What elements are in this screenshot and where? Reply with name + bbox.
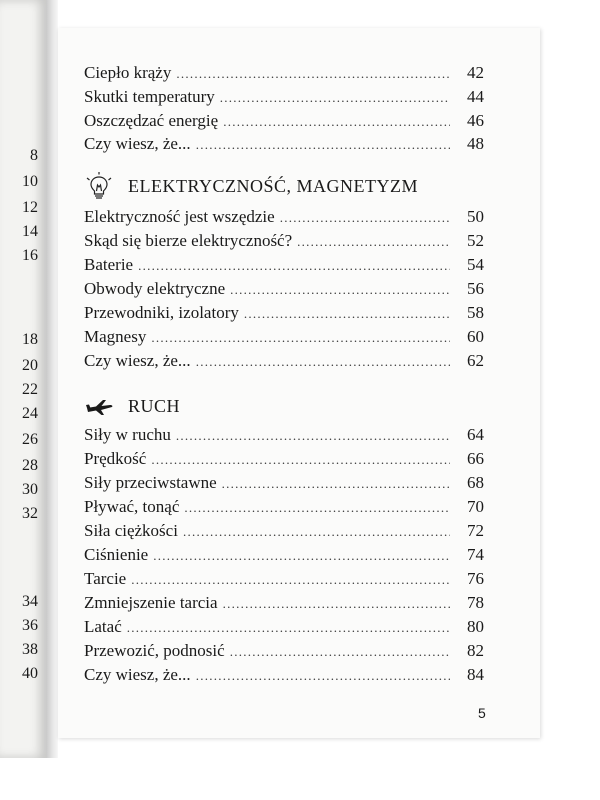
toc-entry-label: Obwody elektryczne [84, 279, 226, 298]
dot-leader [138, 255, 450, 277]
toc-entry [84, 568, 484, 590]
toc-entry [84, 206, 484, 228]
left-page-number: 34 [22, 593, 38, 610]
toc-entry-page: 70 [467, 497, 484, 516]
left-page-number: 10 [22, 173, 38, 190]
toc-entry-page: 76 [467, 569, 484, 588]
toc-entry [84, 616, 484, 638]
dot-leader [223, 593, 450, 615]
dot-leader [244, 303, 450, 325]
toc-entry-label: Skutki temperatury [84, 87, 215, 106]
toc-entry [84, 254, 484, 276]
toc-entry-label: Zmniejszenie tarcia [84, 593, 218, 612]
toc-entry [84, 62, 484, 84]
toc-entry-label: Przewodniki, izolatory [84, 303, 239, 322]
dot-leader [151, 327, 450, 349]
left-page-number: 40 [22, 665, 38, 682]
toc-entry-label: Przewozić, podnosić [84, 641, 225, 660]
toc-entry [84, 110, 484, 132]
left-page-number: 38 [22, 641, 38, 658]
toc-entry-label: Skąd się bierze elektryczność? [84, 231, 293, 250]
toc-entry-label: Czy wiesz, że... [84, 351, 191, 370]
toc-entry [84, 448, 484, 470]
toc-entry-page: 58 [467, 303, 484, 322]
dot-leader [230, 641, 450, 663]
dot-leader [220, 87, 450, 109]
book-gutter [46, 0, 58, 758]
toc-entry-label: Czy wiesz, że... [84, 134, 191, 153]
toc-entry [84, 302, 484, 324]
toc-entry-label: Ciśnienie [84, 545, 149, 564]
lightbulb-icon [84, 171, 114, 201]
toc-entry [84, 592, 484, 614]
dot-leader [151, 449, 450, 471]
dot-leader [280, 207, 450, 229]
toc-entry-page: 82 [467, 641, 484, 660]
toc-entry [84, 326, 484, 348]
toc-entry-label: Latać [84, 617, 122, 636]
toc-entry-page: 50 [467, 207, 484, 226]
dot-leader [153, 545, 450, 567]
dot-leader [230, 279, 450, 301]
toc-entry-label: Czy wiesz, że... [84, 665, 191, 684]
toc-entry-page: 46 [467, 111, 484, 130]
left-page-number: 8 [30, 147, 38, 164]
section-title: ELEKTRYCZNOŚĆ, MAGNETYZM [128, 175, 418, 196]
dot-leader [196, 351, 450, 373]
toc-entry-label: Siła ciężkości [84, 521, 178, 540]
dot-leader [223, 111, 450, 133]
dot-leader [196, 134, 450, 156]
toc-entry-label: Tarcie [84, 569, 127, 588]
toc-entry-label: Pływać, tonąć [84, 497, 180, 516]
dot-leader [196, 665, 450, 687]
left-page-number: 36 [22, 617, 38, 634]
toc-entry-label: Siły przeciwstawne [84, 473, 217, 492]
toc-entry [84, 230, 484, 252]
toc-entry-label: Elektryczność jest wszędzie [84, 207, 275, 226]
toc-entry-label: Baterie [84, 255, 134, 274]
dot-leader [127, 617, 450, 639]
toc-entry-label: Magnesy [84, 327, 147, 346]
toc-entry-label: Oszczędzać energię [84, 111, 219, 130]
left-page-number: 18 [22, 331, 38, 348]
toc-entry-label: Ciepło krąży [84, 63, 172, 82]
section-header-motion [84, 392, 180, 420]
toc-entry-page: 80 [467, 617, 484, 636]
toc-entry-page: 56 [467, 279, 484, 298]
toc-entry-page: 48 [467, 134, 484, 153]
section-title: RUCH [128, 395, 181, 416]
toc-entry [84, 544, 484, 566]
toc-entry-label: Prędkość [84, 449, 147, 468]
toc-entry [84, 496, 484, 518]
jet-plane-icon [84, 391, 114, 421]
left-page-number: 12 [22, 199, 38, 216]
section-header-electricity [84, 172, 418, 200]
toc-entry-page: 78 [467, 593, 484, 612]
toc-entry-label: Siły w ruchu [84, 425, 171, 444]
left-page-number: 14 [22, 223, 38, 240]
toc-entry [84, 664, 484, 686]
left-page-number: 32 [22, 505, 38, 522]
dot-leader [183, 521, 450, 543]
dot-leader [131, 569, 450, 591]
toc-entry-page: 72 [467, 521, 484, 540]
toc-entry-page: 66 [467, 449, 484, 468]
toc-entry [84, 640, 484, 662]
left-page-number: 30 [22, 481, 38, 498]
toc-entry-page: 60 [467, 327, 484, 346]
toc-entry-page: 42 [467, 63, 484, 82]
dot-leader [297, 231, 450, 253]
page-number: 5 [478, 705, 486, 721]
toc-entry-page: 84 [467, 665, 484, 684]
dot-leader [184, 497, 450, 519]
toc-entry [84, 86, 484, 108]
toc-entry [84, 520, 484, 542]
toc-entry [84, 133, 484, 155]
toc-entry-page: 64 [467, 425, 484, 444]
toc-entry [84, 472, 484, 494]
toc-entry-page: 54 [467, 255, 484, 274]
toc-entry [84, 278, 484, 300]
toc-entry [84, 424, 484, 446]
dot-leader [176, 425, 450, 447]
toc-entry-page: 52 [467, 231, 484, 250]
left-page-number: 24 [22, 405, 38, 422]
left-page-number: 20 [22, 357, 38, 374]
left-page-number: 28 [22, 457, 38, 474]
toc-entry [84, 350, 484, 372]
toc-entry-page: 62 [467, 351, 484, 370]
left-page-number: 26 [22, 431, 38, 448]
dot-leader [176, 63, 450, 85]
toc-entry-page: 68 [467, 473, 484, 492]
dot-leader [222, 473, 450, 495]
toc-entry-page: 74 [467, 545, 484, 564]
left-page [0, 0, 47, 758]
toc-entry-page: 44 [467, 87, 484, 106]
left-page-number: 16 [22, 247, 38, 264]
left-page-number: 22 [22, 381, 38, 398]
